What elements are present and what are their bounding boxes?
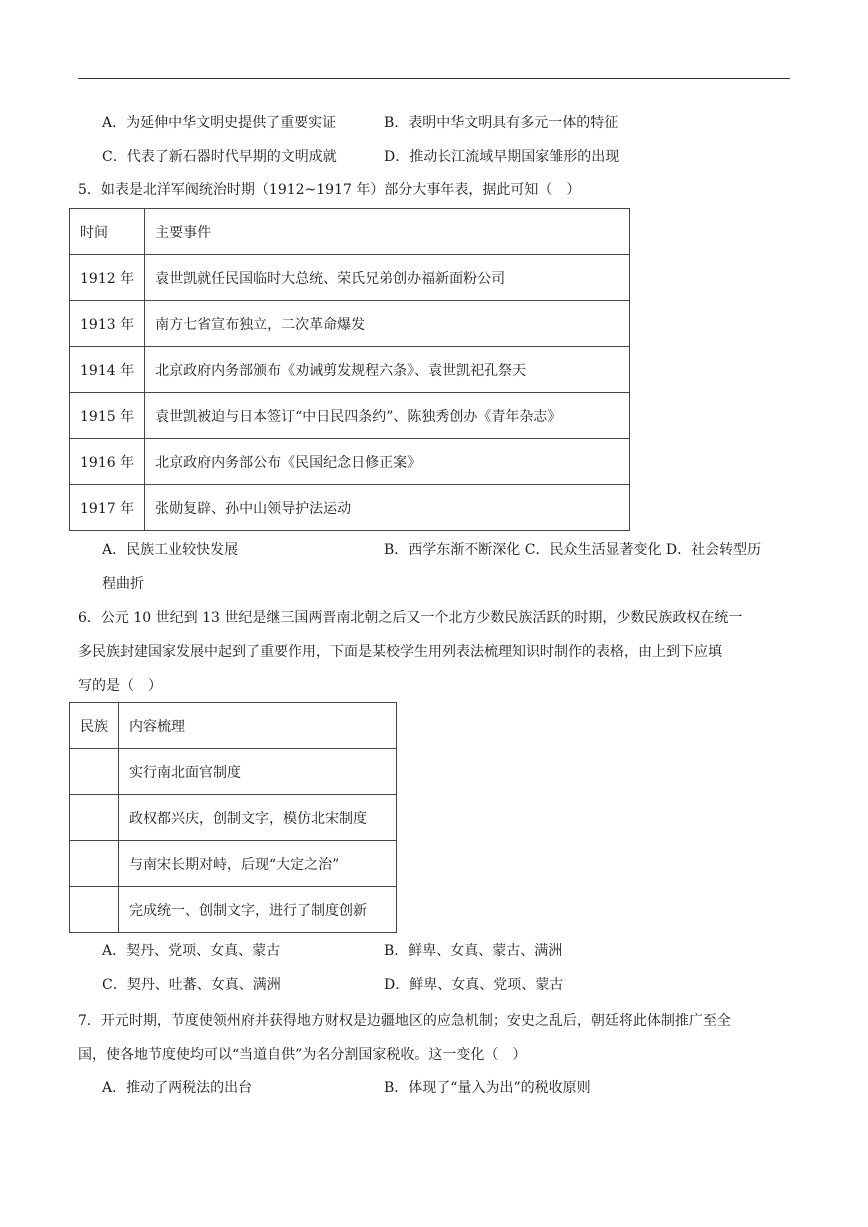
q5-option-a[interactable]: A．民族工业较快发展	[102, 542, 239, 558]
q6-stem-line: 6．公元 10 世纪到 13 世纪是继三国两晋南北朝之后又一个北方少数民族活跃的时期，少数民族政权在统一	[78, 610, 743, 626]
q4-option-b[interactable]: B．表明中华文明具有多元一体的特征	[384, 115, 619, 131]
table-cell-content: 与南宋长期对峙，后现“大定之治”	[119, 841, 397, 887]
q4-option-a[interactable]: A．为延伸中华文明史提供了重要实证	[102, 115, 337, 131]
table-cell-year: 1912 年	[70, 255, 145, 301]
table-cell-event: 袁世凯就任民国临时大总统、荣氏兄弟创办福新面粉公司	[145, 255, 630, 301]
q5-option-bcd[interactable]: B．西学东渐不断深化 C．民众生活显著变化 D．社会转型历	[384, 542, 762, 558]
q5-table	[69, 208, 630, 531]
table-cell-year: 1917 年	[70, 485, 145, 531]
q4-option-d[interactable]: D．推动长江流域早期国家雏形的出现	[384, 149, 620, 165]
table-row	[70, 347, 630, 393]
q4-option-c[interactable]: C．代表了新石器时代早期的文明成就	[102, 149, 337, 165]
table-cell-ethnic	[70, 887, 119, 933]
table-row	[70, 439, 630, 485]
q6-stem-line: 写的是（ ）	[78, 678, 162, 694]
q6-option-b[interactable]: B．鲜卑、女真、蒙古、满洲	[384, 943, 563, 959]
q6-option-d[interactable]: D．鲜卑、女真、党项、蒙古	[384, 977, 564, 993]
table-header-cell: 内容梳理	[119, 703, 397, 749]
table-cell-event: 袁世凯被迫与日本签订“中日民四条约”、陈独秀创办《青年杂志》	[145, 393, 630, 439]
table-cell-ethnic	[70, 841, 119, 887]
table-header-row	[70, 209, 630, 255]
header-rule	[78, 78, 790, 79]
table-row	[70, 795, 397, 841]
table-header-row	[70, 703, 397, 749]
table-cell-year: 1914 年	[70, 347, 145, 393]
table-header-cell: 时间	[70, 209, 145, 255]
q6-option-a[interactable]: A．契丹、党项、女真、蒙古	[102, 943, 281, 959]
table-cell-event: 北京政府内务部颁布《劝诫剪发规程六条》、袁世凯祀孔祭天	[145, 347, 630, 393]
table-cell-year: 1916 年	[70, 439, 145, 485]
q5-stem: 5．如表是北洋军阀统治时期（1912~1917 年）部分大事年表，据此可知（ ）	[78, 182, 581, 198]
table-row	[70, 255, 630, 301]
q7-option-a[interactable]: A．推动了两税法的出台	[102, 1080, 253, 1096]
table-header-cell: 主要事件	[145, 209, 630, 255]
table-cell-year: 1913 年	[70, 301, 145, 347]
q7-stem-line: 国，使各地节度使均可以“当道自供”为名分割国家税收。这一变化（ ）	[78, 1047, 527, 1063]
table-row	[70, 301, 630, 347]
table-cell-event: 北京政府内务部公布《民国纪念日修正案》	[145, 439, 630, 485]
q6-table	[69, 702, 397, 933]
table-row	[70, 393, 630, 439]
table-cell-content: 完成统一、创制文字，进行了制度创新	[119, 887, 397, 933]
table-cell-event: 张勋复辟、孙中山领导护法运动	[145, 485, 630, 531]
table-row	[70, 749, 397, 795]
table-cell-content: 政权都兴庆，创制文字，模仿北宋制度	[119, 795, 397, 841]
table-header-cell: 民族	[70, 703, 119, 749]
table-cell-ethnic	[70, 749, 119, 795]
table-row	[70, 887, 397, 933]
q7-option-b[interactable]: B．体现了“量入为出”的税收原则	[384, 1080, 591, 1096]
table-cell-year: 1915 年	[70, 393, 145, 439]
table-row	[70, 841, 397, 887]
q6-stem-line: 多民族封建国家发展中起到了重要作用，下面是某校学生用列表法梳理知识时制作的表格，由上到下应填	[78, 644, 722, 660]
table-row	[70, 485, 630, 531]
q6-option-c[interactable]: C．契丹、吐蕃、女真、满洲	[102, 977, 281, 993]
q7-stem-line: 7．开元时期，节度使领州府并获得地方财权是边疆地区的应急机制；安史之乱后，朝廷将此体制推广至全	[78, 1013, 731, 1029]
table-cell-ethnic	[70, 795, 119, 841]
q5-option-wrap: 程曲折	[102, 576, 144, 592]
table-cell-event: 南方七省宣布独立，二次革命爆发	[145, 301, 630, 347]
table-cell-content: 实行南北面官制度	[119, 749, 397, 795]
